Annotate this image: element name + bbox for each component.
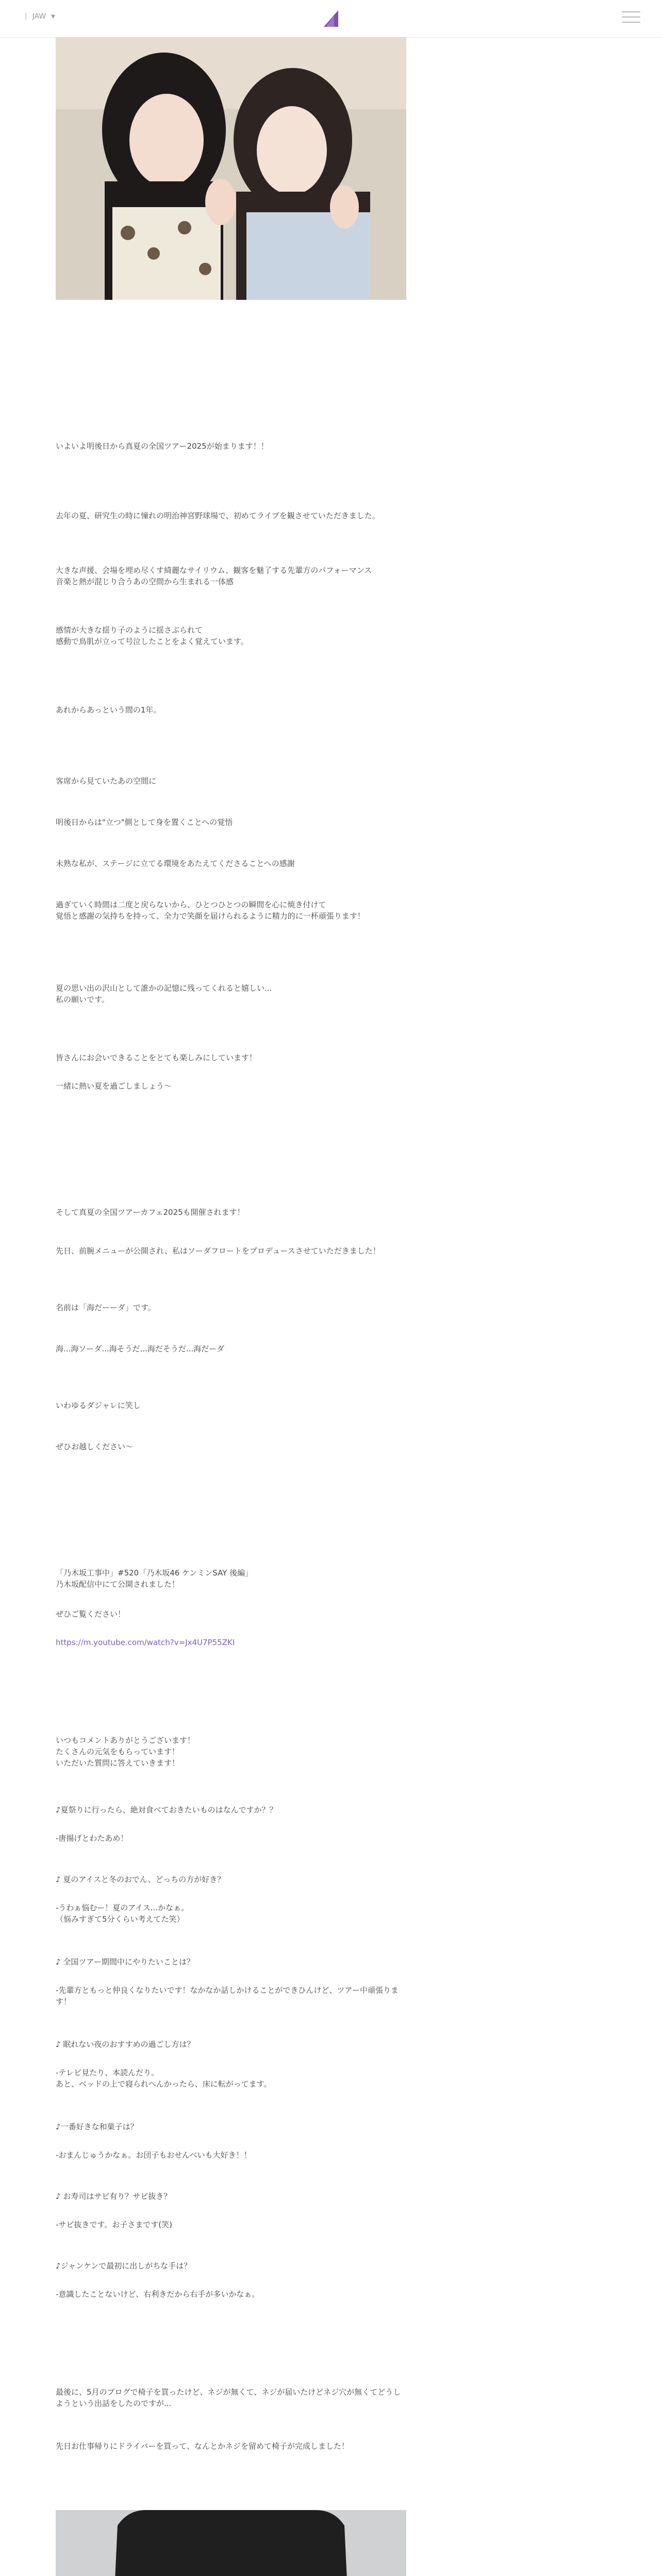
blog-line: ♪夏祭りに行ったら、絶対食べておきたいものはなんですか？？ [56, 1805, 277, 1815]
blog-line: あれからあっという間の1年。 [56, 705, 161, 715]
blog-line: 去年の夏、研究生の時に憧れの明治神宮野球場で、初めてライブを観させていただきました。 [56, 511, 380, 520]
blog-line: 先日お仕事帰りにドライバーを買って、なんとかネジを留めて椅子が完成しました！ [56, 2442, 349, 2451]
blog-line: いわゆるダジャレに笑し [56, 1401, 141, 1410]
blog-line: 客席から見ていたあの空間に [56, 776, 157, 786]
blog-line: ぜひご覧ください！ [56, 1609, 126, 1619]
blog-line: 一緒に熱い夏を過ごしましょう〜 [56, 1081, 172, 1091]
blog-line: 明後日からは"立つ"側として身を置くことへの覚悟 [56, 818, 233, 827]
blog-line: -サビ抜きです。お子さまです(笑) [56, 2220, 172, 2229]
blog-line: ぜひお越しください〜 [56, 1442, 134, 1451]
blog-line: ♪ 全国ツアー期間中にやりたいことは？ [56, 1957, 194, 1967]
blog-line: 夏の思い出の沢山として誰かの記憶に残ってくれると嬉しい... 私の願いです。 [56, 984, 272, 1004]
blog-line: ♪ 眠れない夜のおすすめの過ごし方は？ [56, 2040, 195, 2049]
blog-line: 感情が大きな揺り子のように揺さぶられて 感動で鳥肌が立って号泣したことをよく覚えています。 [56, 625, 249, 646]
blog-line: いよいよ明後日から真夏の全国ツアー2025が始まります！！ [56, 442, 269, 451]
blog-line: ♪一番好きな和菓子は？ [56, 2122, 138, 2131]
chevron-down-icon: ▼ [51, 13, 55, 20]
language-bracket-left: | [25, 12, 27, 21]
blog-line: 「乃木坂工事中」#520「乃木坂46 ケンミンSAY 後編」 乃木坂配信中にて公開されました！ [56, 1568, 253, 1589]
blog-line: いつもコメントありがとうございます！ たくさんの元気をもらっています！ いただいた質問に答えていきます！ [56, 1736, 195, 1768]
blog-line: 皆さんにお会いできることをとても楽しみにしています！ [56, 1053, 257, 1062]
blog-line: -唐揚げとわたあめ！ [56, 1834, 128, 1843]
blog-line: -先輩方ともっと仲良くなりたいです！なかなか話しかけることができひんけど、ツアー中頑張ります！ [56, 1986, 399, 2006]
blog-line: -テレビ見たり、本読んだり。 あと、ベッドの上で寝ら⁡れへんかったら、床に転がってます。 [56, 2068, 272, 2089]
blog-line: ♪ お寿司はサビ有り？サビ抜き？ [56, 2192, 172, 2201]
blog-line: 大きな声援、会場を埋め尽くす綺麗なサイリウム、観客を魅了する先輩方のパフォーマンス 音楽と熱が混じり合うあの空間から生まれる一体感 [56, 566, 372, 586]
blog-line: 名前は「海だーーダ」です。 [56, 1303, 156, 1312]
blog-line: そして真夏の全国ツアーカフェ2025も開催されます！ [56, 1208, 245, 1217]
blog-line: ♪ジャンケンで最初に出しがちな手は？ [56, 2261, 192, 2270]
blog-line: 先日、前腕メニューが公開され、私はソーダフロートをプロデュースさせていただきました！ [56, 1246, 380, 1256]
blog-line: 過ぎていく時間は二度と戻らないから、ひとつひとつの瞬間を心に焼き付けて 覚悟と感謝の気持ちを持って、全力で笑顔を届けられるように精力的に一杯頑張ります！ [56, 900, 365, 921]
blog-line: -意識したことないけど、右利きだから右手が多いかなぁ。 [56, 2290, 260, 2299]
youtube-link[interactable]: https://m.youtube.com/watch?v=Jx4U7P55ZKI [56, 1638, 235, 1647]
blog-line: 未熟な私が、ステージに立てる環境をあたえてくださることへの感謝 [56, 859, 295, 868]
language-label: JAW [32, 12, 46, 21]
blog-line: 海...海ソーダ...海そうだ...海だそうだ...海だーダ [56, 1344, 225, 1353]
blog-line: -うわぁ悩むー！夏のアイス...かなぁ。 （悩みすぎて5分くらい考えてた笑） [56, 1903, 189, 1924]
blog-line: ♪ 夏のアイスと冬のおでん、どっちの方が好き？ [56, 1875, 225, 1884]
blog-line: -おまんじゅうかなぁ。お団子もおせんべいも大好き！！ [56, 2150, 252, 2160]
blog-line: 最後に、5月のブログで椅子を買ったけど、ネジが無くて、ネジが届いたけどネジ穴が無くてどうしようという出話をしたのですが... [56, 2387, 401, 2408]
